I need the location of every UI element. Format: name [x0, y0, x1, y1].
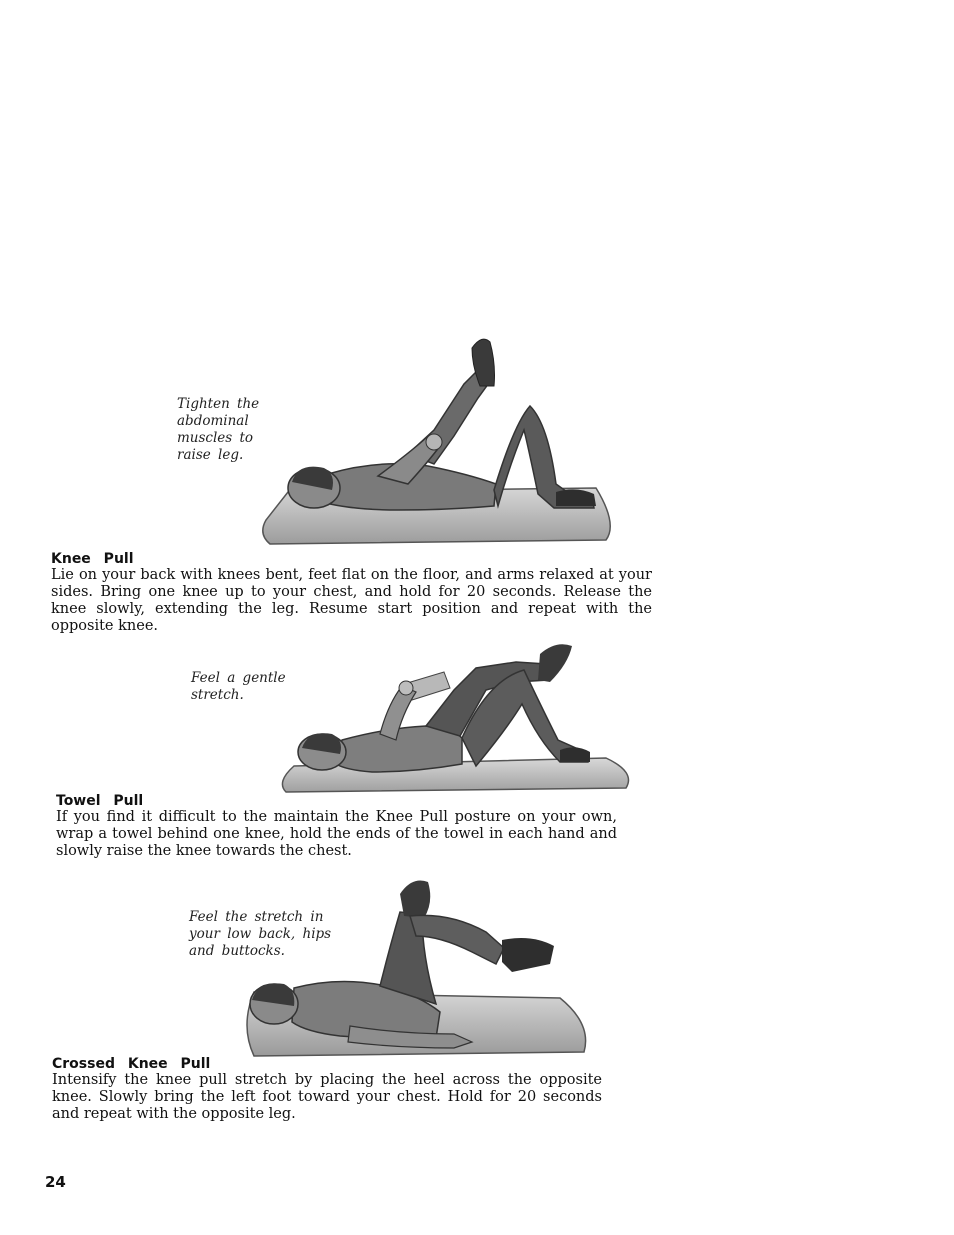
knee-pull-heading: Knee Pull	[51, 551, 134, 567]
page-number: 24	[45, 1173, 66, 1191]
crossed-knee-pull-text: Intensify the knee pull stretch by placing the heel across the opposite knee. Slowly bring the left foot toward your chest. Hold for 20 seconds and repeat with the opposite leg.	[52, 1072, 602, 1122]
crossed-knee-pull-heading: Crossed Knee Pull	[52, 1056, 211, 1072]
towel-pull-illustration	[276, 640, 634, 798]
knee-pull-illustration	[258, 334, 624, 548]
crossed-knee-pull-caption: Feel the stretch in your low back, hips and buttocks.	[189, 909, 332, 959]
towel-pull-caption: Feel a gentle stretch.	[191, 670, 286, 703]
towel-pull-text: If you find it difficult to the maintain the Knee Pull posture on your own, wrap a towel behind one knee, hold the ends of the towel in each hand and slowly raise the knee towards the chest.	[56, 809, 617, 859]
knee-pull-text: Lie on your back with knees bent, feet flat on the floor, and arms relaxed at your sides. Bring one knee up to your chest, and hold for 20 seconds. Release the knee slowly, extending the leg. Resume start position and repeat with the opposite knee.	[51, 567, 652, 634]
towel-pull-heading: Towel Pull	[56, 793, 144, 809]
knee-pull-caption: Tighten the abdominal muscles to raise leg.	[177, 396, 260, 463]
crossed-knee-pull-illustration	[240, 876, 594, 1062]
